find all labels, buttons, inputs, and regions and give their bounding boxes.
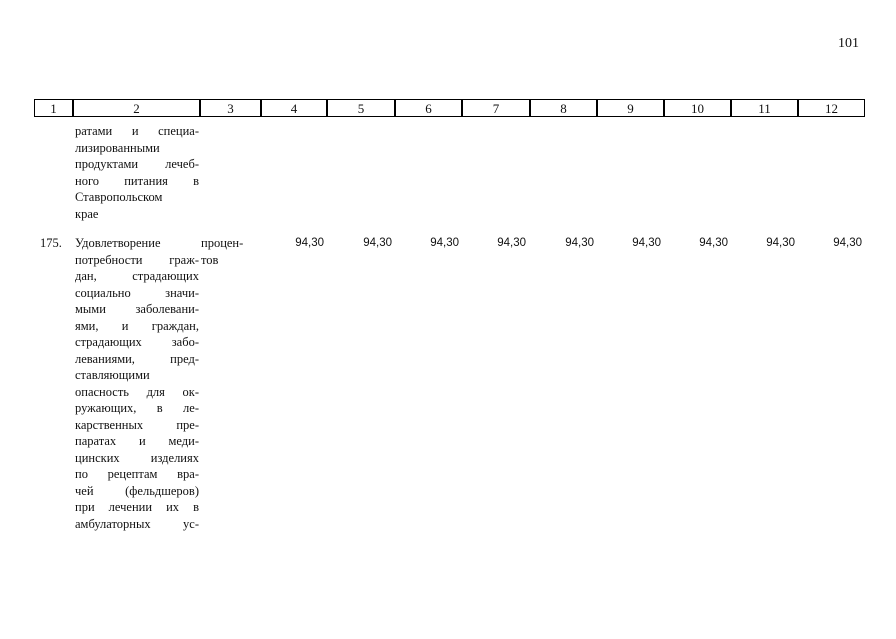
text-line: страдающих забо- (75, 335, 199, 349)
unit-of-measure (201, 235, 261, 268)
text-line: потребности граж- (75, 252, 199, 267)
text-line: социально значи- (75, 285, 199, 300)
header-cell-12: 12 (798, 99, 865, 117)
header-cell-3: 3 (200, 99, 261, 117)
continued-indicator-name (75, 123, 199, 222)
value-col-8: 94,30 (565, 237, 594, 249)
text-line: Ставропольском (75, 190, 163, 204)
header-cell-8: 8 (530, 99, 597, 117)
text-line: чей (фельдшеров) (75, 483, 199, 498)
value-col-6: 94,30 (430, 237, 459, 249)
text-line: ного питания в (75, 173, 199, 188)
text-line: продуктами лечеб- (75, 157, 199, 171)
value-col-10: 94,30 (699, 237, 728, 249)
text-line: при лечении их в (75, 500, 199, 514)
value-col-9: 94,30 (632, 237, 661, 249)
value-col-5: 94,30 (363, 237, 392, 249)
text-line: мыми заболевани- (75, 302, 199, 316)
text-line: процен- (201, 236, 244, 250)
header-cell-4: 4 (261, 99, 327, 117)
header-cell-7: 7 (462, 99, 530, 117)
page-number: 101 (838, 36, 859, 51)
text-line: ставляющими (75, 368, 150, 382)
value-col-11: 94,30 (766, 237, 795, 249)
value-col-7: 94,30 (497, 237, 526, 249)
text-line: ратами и специа- (75, 124, 199, 138)
header-cell-5: 5 (327, 99, 395, 117)
text-line: паратах и меди- (75, 434, 199, 448)
text-line: тов (201, 252, 219, 267)
text-line: крае (75, 206, 99, 221)
text-line: цинских изделиях (75, 450, 199, 465)
value-col-4: 94,30 (295, 237, 324, 249)
text-line: Удовлетворение (75, 236, 161, 250)
text-line: леваниями, пред- (75, 351, 199, 366)
text-line: амбулаторных ус- (75, 516, 199, 531)
text-line: лизированными (75, 140, 160, 155)
text-line: карственных пре- (75, 417, 199, 432)
indicator-name (75, 235, 199, 532)
header-cell-11: 11 (731, 99, 798, 117)
value-col-12: 94,30 (833, 237, 862, 249)
header-cell-6: 6 (395, 99, 462, 117)
text-line: ями, и граждан, (75, 318, 199, 333)
text-line: дан, страдающих (75, 269, 199, 283)
text-line: ружающих, в ле- (75, 401, 199, 415)
text-line: опасность для ок- (75, 384, 199, 399)
header-cell-10: 10 (664, 99, 731, 117)
row-number: 175. (40, 236, 62, 250)
header-cell-2: 2 (73, 99, 200, 117)
text-line: по рецептам вра- (75, 467, 199, 481)
header-cell-1: 1 (34, 99, 73, 117)
header-cell-9: 9 (597, 99, 664, 117)
